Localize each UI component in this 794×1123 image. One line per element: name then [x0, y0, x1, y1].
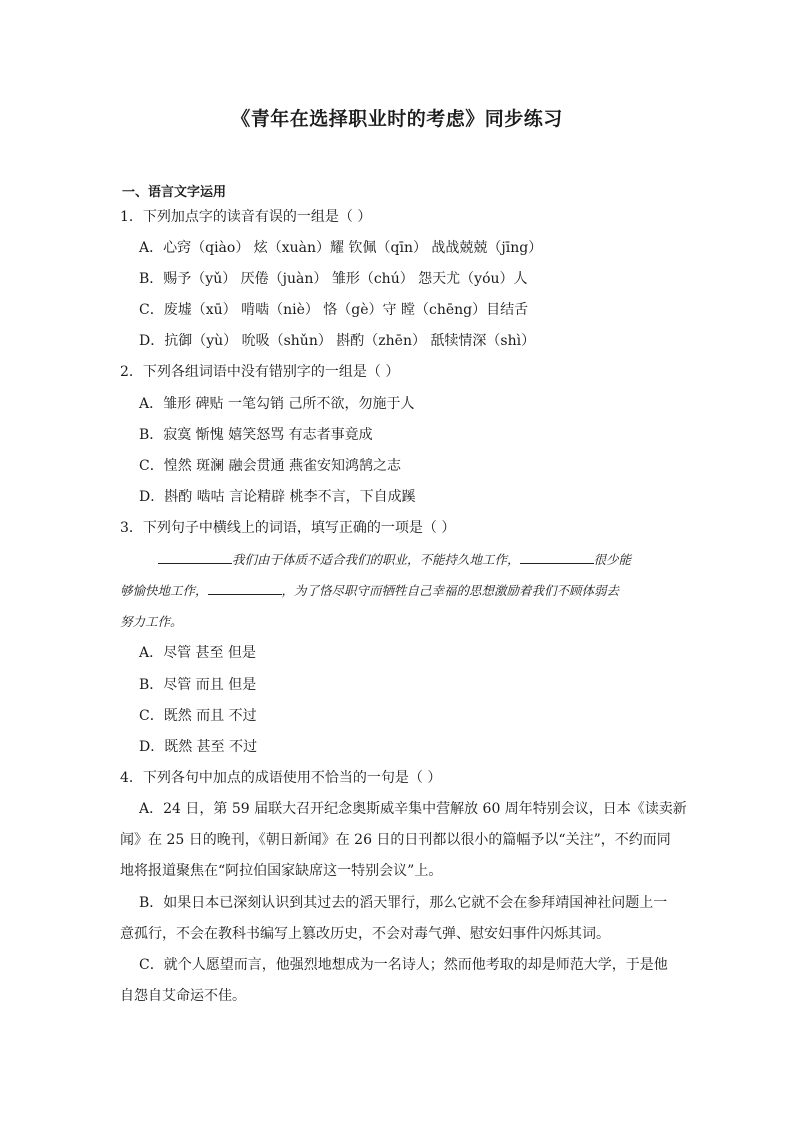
question-4-stem: 4．下列各句中加点的成语使用不恰当的一句是（ ） — [120, 770, 442, 786]
question-1-option-d: D．抗御（yù） 吮吸（shǔn） 斟酌（zhēn） 舐犊情深（shì） — [139, 333, 536, 349]
fill-blank-2 — [520, 549, 594, 564]
question-3-option-a: A．尽管 甚至 但是 — [139, 645, 257, 661]
section-heading: 一、语言文字运用 — [122, 185, 227, 200]
fill-blank-3 — [208, 580, 282, 595]
question-3-option-b: B．尽管 而且 但是 — [139, 677, 257, 693]
question-3-passage-line-1: 我们由于体质不适合我们的职业，不能持久地工作， 很少能 — [158, 549, 631, 570]
question-3-passage-line-3: 努力工作。 — [120, 614, 183, 629]
question-3-passage-line-2: 够愉快地工作， ，为了恪尽职守而牺牲自己幸福的思想激励着我们不顾体弱去 — [120, 580, 619, 601]
question-4-option-a-line-1: A．24 日，第 59 届联大召开纪念奥斯威辛集中营解放 60 周年特别会议，日本《读卖新 — [139, 801, 687, 817]
question-2-stem: 2．下列各组词语中没有错别字的一组是（ ） — [120, 364, 400, 380]
question-3-stem: 3．下列句子中横线上的词语，填写正确的一项是（ ） — [120, 520, 456, 536]
question-3-option-c: C．既然 而且 不过 — [139, 708, 257, 724]
question-2-option-a: A．雏形 碑贴 一笔勾销 己所不欲，勿施于人 — [139, 396, 415, 412]
question-2-option-d: D．斟酌 啮咕 言论精辟 桃李不言，下自成蹊 — [139, 489, 416, 505]
question-1-option-a: A．心窍（qiào） 炫（xuàn）耀 钦佩（qīn） 战战兢兢（jīng） — [139, 240, 543, 256]
question-4-option-b-line-1: B．如果日本已深刻认识到其过去的滔天罪行，那么它就不会在参拜靖国神社问题上一 — [139, 895, 668, 911]
question-4-option-c-line-1: C．就个人愿望而言，他强烈地想成为一名诗人；然而他考取的却是师范大学，于是他 — [139, 957, 668, 973]
question-4-option-c-line-2: 自怨自艾命运不佳。 — [120, 988, 246, 1004]
question-2-option-c: C．惶然 斑澜 融会贯通 燕雀安知鸿鹄之志 — [139, 458, 402, 474]
question-1-option-c: C．废墟（xū） 啃啮（niè） 恪（gè）守 瞠（chēng）目结舌 — [139, 302, 529, 318]
question-3-option-d: D．既然 甚至 不过 — [139, 739, 258, 755]
question-1-stem: 1．下列加点字的读音有误的一组是（ ） — [120, 209, 372, 225]
question-4-option-a-line-2: 闻》在 25 日的晚刊，《朝日新闻》在 26 日的日刊都以很小的篇幅予以“关注”，不约而同 — [120, 832, 671, 848]
page-title: 《青年在选择职业时的考虑》同步练习 — [231, 108, 563, 130]
question-4-option-b-line-2: 意孤行，不会在教科书编写上篡改历史，不会对毒气弹、慰安妇事件闪烁其词。 — [120, 926, 610, 942]
question-1-option-b: B．赐予（yǔ） 厌倦（juàn） 雏形（chú） 怨天尤（yóu）人 — [139, 271, 528, 287]
fill-blank-1 — [158, 549, 232, 564]
question-4-option-a-line-3: 地将报道聚焦在“阿拉伯国家缺席这一特别会议”上。 — [120, 863, 443, 879]
question-2-option-b: B．寂寞 惭愧 嬉笑怒骂 有志者事竟成 — [139, 427, 373, 443]
